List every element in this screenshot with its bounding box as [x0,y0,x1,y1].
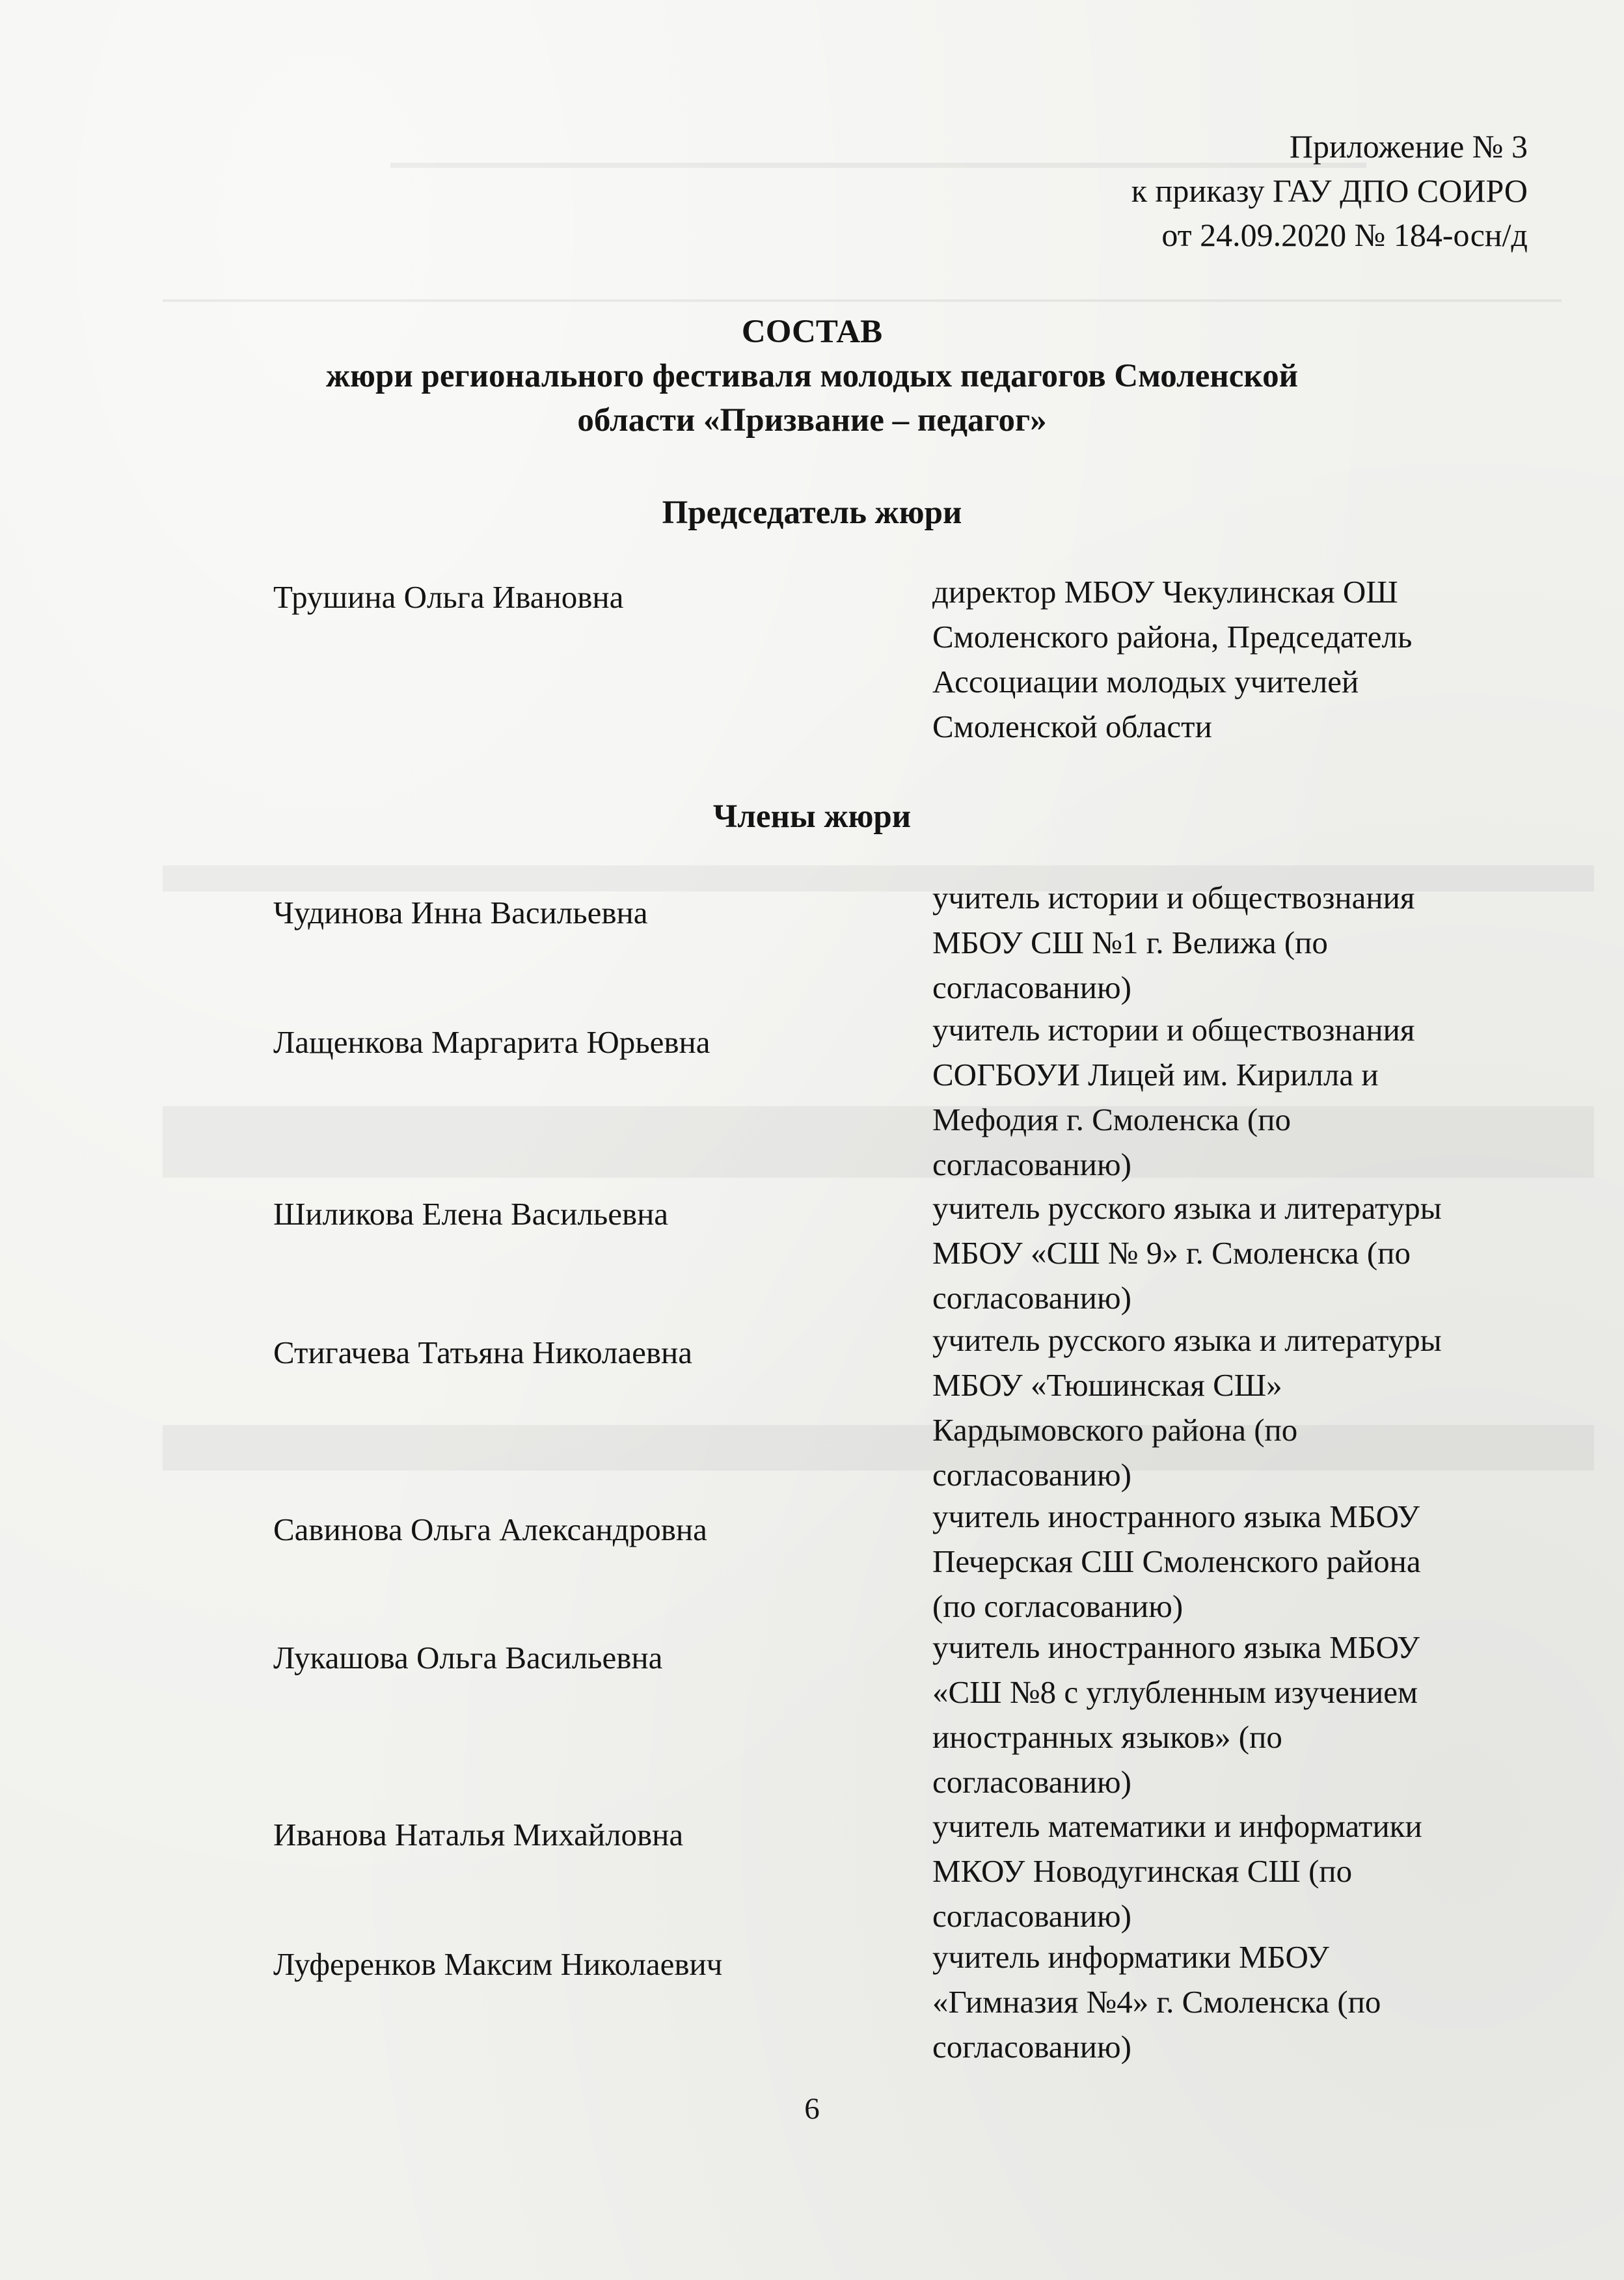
role-line: Ассоциации молодых учителей [932,664,1359,699]
members-heading: Члены жюри [712,798,912,835]
member-name: Иванова Наталья Михайловна [273,1817,684,1853]
role-line: согласованию) [932,2029,1131,2065]
role-line: учитель иностранного языка МБОУ [932,1499,1420,1534]
role-line: МБОУ СШ №1 г. Велижа (по [932,925,1328,960]
role-line: СОГБОУИ Лицей им. Кирилла и [932,1057,1379,1092]
role-line: согласованию) [932,1280,1131,1316]
member-name: Луференков Максим Николаевич [273,1946,723,1982]
member-name: Лукашова Ольга Васильевна [273,1640,663,1676]
member-name: Савинова Ольга Александровна [273,1512,707,1547]
role-line: согласованию) [932,1898,1131,1934]
member-role [932,1186,1557,1320]
role-line: согласованию) [932,1764,1131,1800]
member-name: Шиликова Елена Васильевна [273,1196,669,1232]
member-role [932,875,1557,1010]
page-number: 6 [804,2092,820,2126]
role-line: учитель информатики МБОУ [932,1939,1329,1975]
role-line: Смоленского района, Председатель [932,619,1413,655]
role-line: учитель математики и информатики [932,1808,1422,1844]
order-reference: к приказу ГАУ ДПО СОИРО [1131,172,1528,209]
role-line: Кардымовского района (по [932,1412,1298,1448]
role-line: учитель истории и обществознания [932,1012,1415,1048]
member-name: Лащенкова Маргарита Юрьевна [273,1024,710,1060]
member-role [932,1934,1557,2069]
document-title: СОСТАВ [741,314,883,350]
member-role [932,1007,1557,1187]
bleed-through-mark [163,299,1562,302]
chair-name: Трушина Ольга Ивановна [273,579,624,615]
document-subtitle-line-1: жюри регионального фестиваля молодых педагогов Смоленской [326,358,1298,394]
role-line: учитель истории и обществознания [932,880,1415,916]
member-role [932,1494,1557,1629]
role-line: учитель иностранного языка МБОУ [932,1629,1420,1665]
chair-role [932,569,1557,749]
member-role [932,1804,1557,1938]
role-line: учитель русского языка и литературы [932,1190,1442,1226]
role-line: Мефодия г. Смоленска (по [932,1102,1291,1137]
role-line: МБОУ «Тюшинская СШ» [932,1367,1282,1403]
member-name: Стигачева Татьяна Николаевна [273,1335,692,1370]
member-role [932,1625,1557,1804]
role-line: МКОУ Новодугинская СШ (по [932,1853,1353,1889]
document-subtitle-line-2: области «Призвание – педагог» [577,402,1047,439]
role-line: согласованию) [932,970,1131,1005]
role-line: учитель русского языка и литературы [932,1322,1442,1358]
bleed-through-mark [390,163,1366,168]
role-line: согласованию) [932,1457,1131,1493]
order-date-number: от 24.09.2020 № 184-осн/д [1161,217,1528,253]
role-line: Смоленской области [932,709,1212,744]
appendix-label: Приложение № 3 [1289,128,1528,165]
chair-heading: Председатель жюри [662,495,962,531]
member-role [932,1318,1557,1497]
role-line: согласованию) [932,1147,1131,1182]
role-line: МБОУ «СШ № 9» г. Смоленска (по [932,1235,1411,1271]
role-line: «Гимназия №4» г. Смоленска (по [932,1984,1381,2020]
role-line: «СШ №8 с углубленным изучением [932,1674,1418,1710]
role-line: Печерская СШ Смоленского района [932,1543,1421,1579]
role-line: директор МБОУ Чекулинская ОШ [932,574,1398,610]
role-line: иностранных языков» (по [932,1719,1282,1755]
member-name: Чудинова Инна Васильевна [273,895,648,930]
role-line: (по согласованию) [932,1588,1184,1624]
